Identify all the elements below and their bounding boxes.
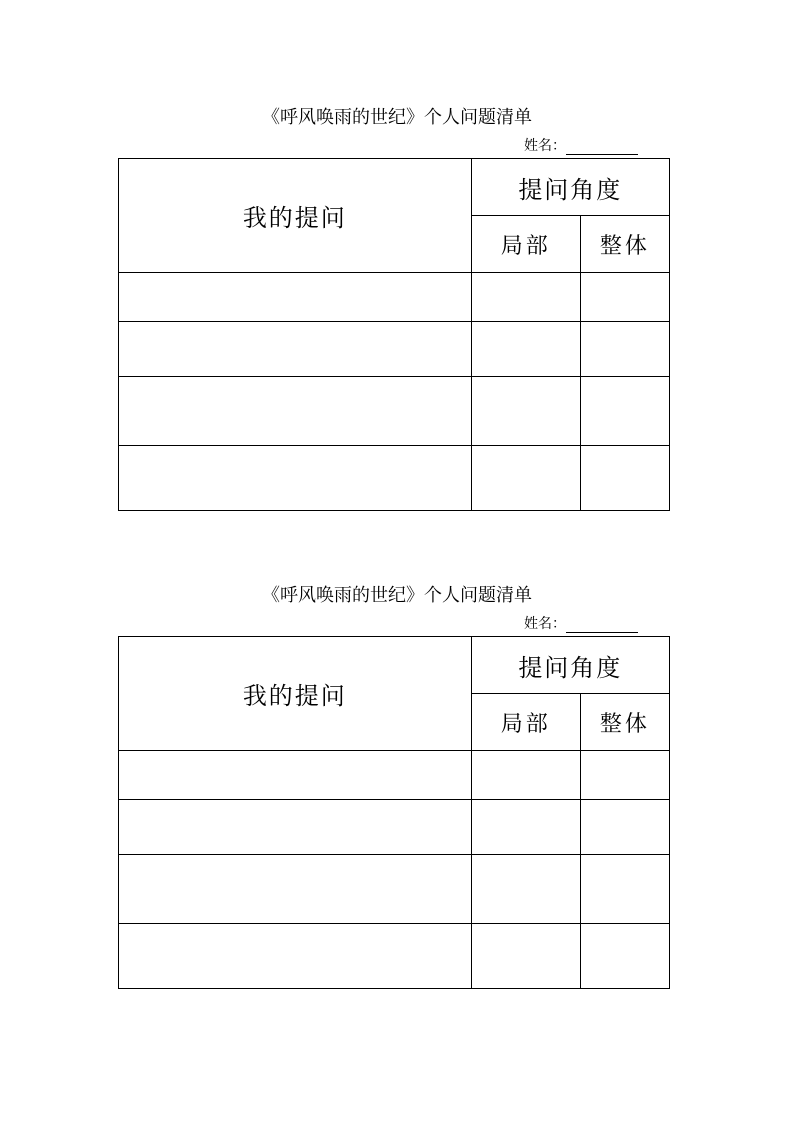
name-blank-line[interactable] — [566, 616, 638, 633]
worksheet-title: 《呼风唤雨的世纪》个人问题清单 — [262, 107, 532, 128]
table-row — [119, 924, 670, 989]
local-cell[interactable] — [471, 377, 580, 446]
local-cell[interactable] — [471, 800, 580, 855]
local-cell[interactable] — [471, 273, 580, 322]
whole-cell[interactable] — [580, 800, 669, 855]
question-cell[interactable] — [119, 800, 472, 855]
whole-cell[interactable] — [580, 322, 669, 377]
whole-cell[interactable] — [580, 855, 669, 924]
question-column-header: 我的提问 — [119, 159, 472, 273]
table-row — [119, 855, 670, 924]
whole-cell[interactable] — [580, 751, 669, 800]
question-cell[interactable] — [119, 446, 472, 511]
local-cell[interactable] — [471, 924, 580, 989]
angle-local-header: 局部 — [471, 694, 580, 751]
whole-cell[interactable] — [580, 446, 669, 511]
question-cell[interactable] — [119, 924, 472, 989]
table-row — [119, 751, 670, 800]
angle-whole-header: 整体 — [580, 694, 669, 751]
name-field — [524, 137, 638, 155]
worksheet-title: 《呼风唤雨的世纪》个人问题清单 — [262, 585, 532, 606]
whole-cell[interactable] — [580, 273, 669, 322]
table-row — [119, 273, 670, 322]
question-cell[interactable] — [119, 751, 472, 800]
local-cell[interactable] — [471, 322, 580, 377]
question-column-header: 我的提问 — [119, 637, 472, 751]
angle-local-header: 局部 — [471, 216, 580, 273]
angle-column-header: 提问角度 — [471, 637, 669, 694]
table-row — [119, 322, 670, 377]
local-cell[interactable] — [471, 446, 580, 511]
question-cell[interactable] — [119, 322, 472, 377]
question-cell[interactable] — [119, 855, 472, 924]
angle-column-header: 提问角度 — [471, 159, 669, 216]
name-label: 姓名： — [524, 138, 566, 154]
name-blank-line[interactable] — [566, 138, 638, 155]
name-label: 姓名： — [524, 616, 566, 632]
whole-cell[interactable] — [580, 377, 669, 446]
angle-whole-header: 整体 — [580, 216, 669, 273]
local-cell[interactable] — [471, 855, 580, 924]
local-cell[interactable] — [471, 751, 580, 800]
question-cell[interactable] — [119, 377, 472, 446]
name-field — [524, 615, 638, 633]
question-table — [118, 636, 670, 989]
question-table — [118, 158, 670, 511]
table-row — [119, 377, 670, 446]
whole-cell[interactable] — [580, 924, 669, 989]
table-row — [119, 446, 670, 511]
question-cell[interactable] — [119, 273, 472, 322]
table-row — [119, 800, 670, 855]
